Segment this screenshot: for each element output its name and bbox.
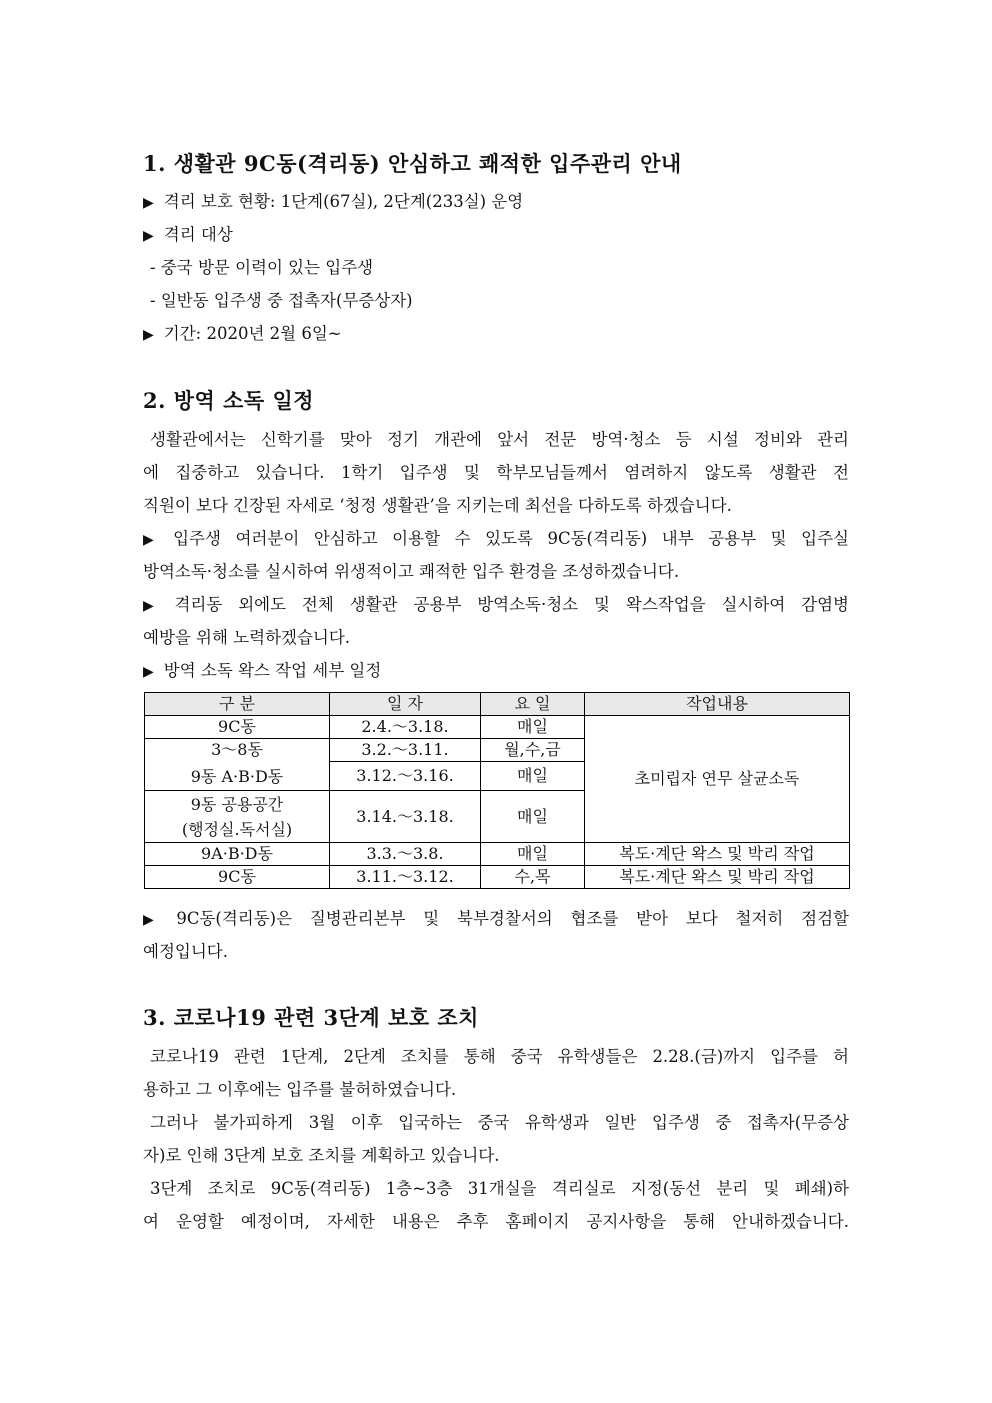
cell-day: 매일: [481, 791, 585, 843]
cell-day: 매일: [481, 843, 585, 866]
s2-paragraph-line-1: 생활관에서는 신학기를 맞아 정기 개관에 앞서 전문 방역·청소 등 시설 정비와 관리: [150, 430, 849, 449]
s3-p3-line-1: 3단계 조치로 9C동(격리동) 1층~3층 31개실을 격리실로 지정(동선 분리 및 폐쇄)하: [150, 1179, 849, 1198]
cell-task: 복도·계단 왁스 및 박리 작업: [585, 866, 850, 889]
cell-day: 월,수,금: [481, 739, 585, 762]
header-day: 요 일: [481, 693, 585, 716]
cell-date: 3.14.～3.18.: [330, 791, 481, 843]
s2-bullet-2-line-1: ▶ 격리동 외에도 전체 생활관 공용부 방역소독·청소 및 왁스작업을 실시하여 감염병: [143, 591, 849, 615]
quarantine-target-label: ▶ 격리 대상: [143, 221, 849, 245]
table-row: [145, 843, 850, 866]
cell-date: 3.11.～3.12.: [330, 866, 481, 889]
s2-bullet-2-line-2: 예방을 위해 노력하겠습니다.: [143, 628, 351, 647]
schedule-table: [144, 692, 850, 889]
s3-p3-line-2: 여 운영할 예정이며, 자세한 내용은 추후 홈페이지 공지사항을 통해 안내하겠습니다.: [143, 1212, 849, 1231]
cell-date: 2.4.～3.18.: [330, 716, 481, 739]
table-header-row: [145, 693, 850, 716]
s2-paragraph-line-3: 직원이 보다 긴장된 자세로 ‘청정 생활관’을 지키는데 최선을 다하도록 하겠습니다.: [143, 496, 732, 515]
quarantine-target-2: - 일반동 입주생 중 접촉자(무증상자): [150, 291, 413, 310]
table-row: [145, 716, 850, 739]
header-category: 구 분: [145, 693, 330, 716]
s2-bullet-4-line-2: 예정입니다.: [143, 942, 228, 961]
section-1-title: 1. 생활관 9C동(격리동) 안심하고 쾌적한 입주관리 안내: [143, 151, 682, 176]
cell-category: 9C동: [145, 866, 330, 889]
s2-bullet-1-line-1: ▶ 입주생 여러분이 안심하고 이용할 수 있도록 9C동(격리동) 내부 공용부 및 입주실: [143, 525, 849, 549]
section-2-title: 2. 방역 소독 일정: [143, 388, 315, 413]
quarantine-target-1: - 중국 방문 이력이 있는 입주생: [150, 258, 374, 277]
header-task: 작업내용: [585, 693, 850, 716]
cell-category-two-line: 9동 공용공간 (행정실.독서실): [145, 791, 330, 843]
header-date: 일 자: [330, 693, 481, 716]
cell-day: 매일: [481, 762, 585, 791]
cell-day: 수,목: [481, 866, 585, 889]
cell-date: 3.2.～3.11.: [330, 739, 481, 762]
s2-paragraph-line-2: 에 집중하고 있습니다. 1학기 입주생 및 학부모님들께서 염려하지 않도록 생활관 전: [143, 463, 849, 482]
s3-p1-line-2: 용하고 그 이후에는 입주를 불허하였습니다.: [143, 1080, 457, 1099]
cell-task: 복도·계단 왁스 및 박리 작업: [585, 843, 850, 866]
s3-p2-line-2: 자)로 인해 3단계 보호 조치를 계획하고 있습니다.: [143, 1146, 500, 1165]
quarantine-status: ▶ 격리 보호 현황: 1단계(67실), 2단계(233실) 운영: [143, 188, 849, 212]
cell-category-merged: 3～8동 9동 A·B·D동: [145, 739, 330, 791]
quarantine-period: ▶ 기간: 2020년 2월 6일~: [143, 320, 849, 344]
s2-bullet-1-line-2: 방역소독·청소를 실시하여 위생적이고 쾌적한 입주 환경을 조성하겠습니다.: [143, 562, 680, 581]
s2-bullet-4-line-1: ▶ 9C동(격리동)은 질병관리본부 및 북부경찰서의 협조를 받아 보다 철저히 점검할: [143, 905, 849, 929]
table-row: [145, 866, 850, 889]
cell-day: 매일: [481, 716, 585, 739]
cell-date: 3.3.～3.8.: [330, 843, 481, 866]
cell-task-merged: 초미립자 연무 살균소독: [585, 716, 850, 843]
section-3-title: 3. 코로나19 관련 3단계 보호 조치: [143, 1005, 479, 1030]
cell-date: 3.12.～3.16.: [330, 762, 481, 791]
s3-p2-line-1: 그러나 불가피하게 3월 이후 입국하는 중국 유학생과 일반 입주생 중 접촉자(무증상: [150, 1113, 849, 1132]
s3-p1-line-1: 코로나19 관련 1단계, 2단계 조치를 통해 중국 유학생들은 2.28.(금)까지 입주를 허: [150, 1047, 849, 1066]
cell-category: 9C동: [145, 716, 330, 739]
cell-category: 9A·B·D동: [145, 843, 330, 866]
s2-bullet-3: ▶ 방역 소독 왁스 작업 세부 일정: [143, 657, 849, 681]
